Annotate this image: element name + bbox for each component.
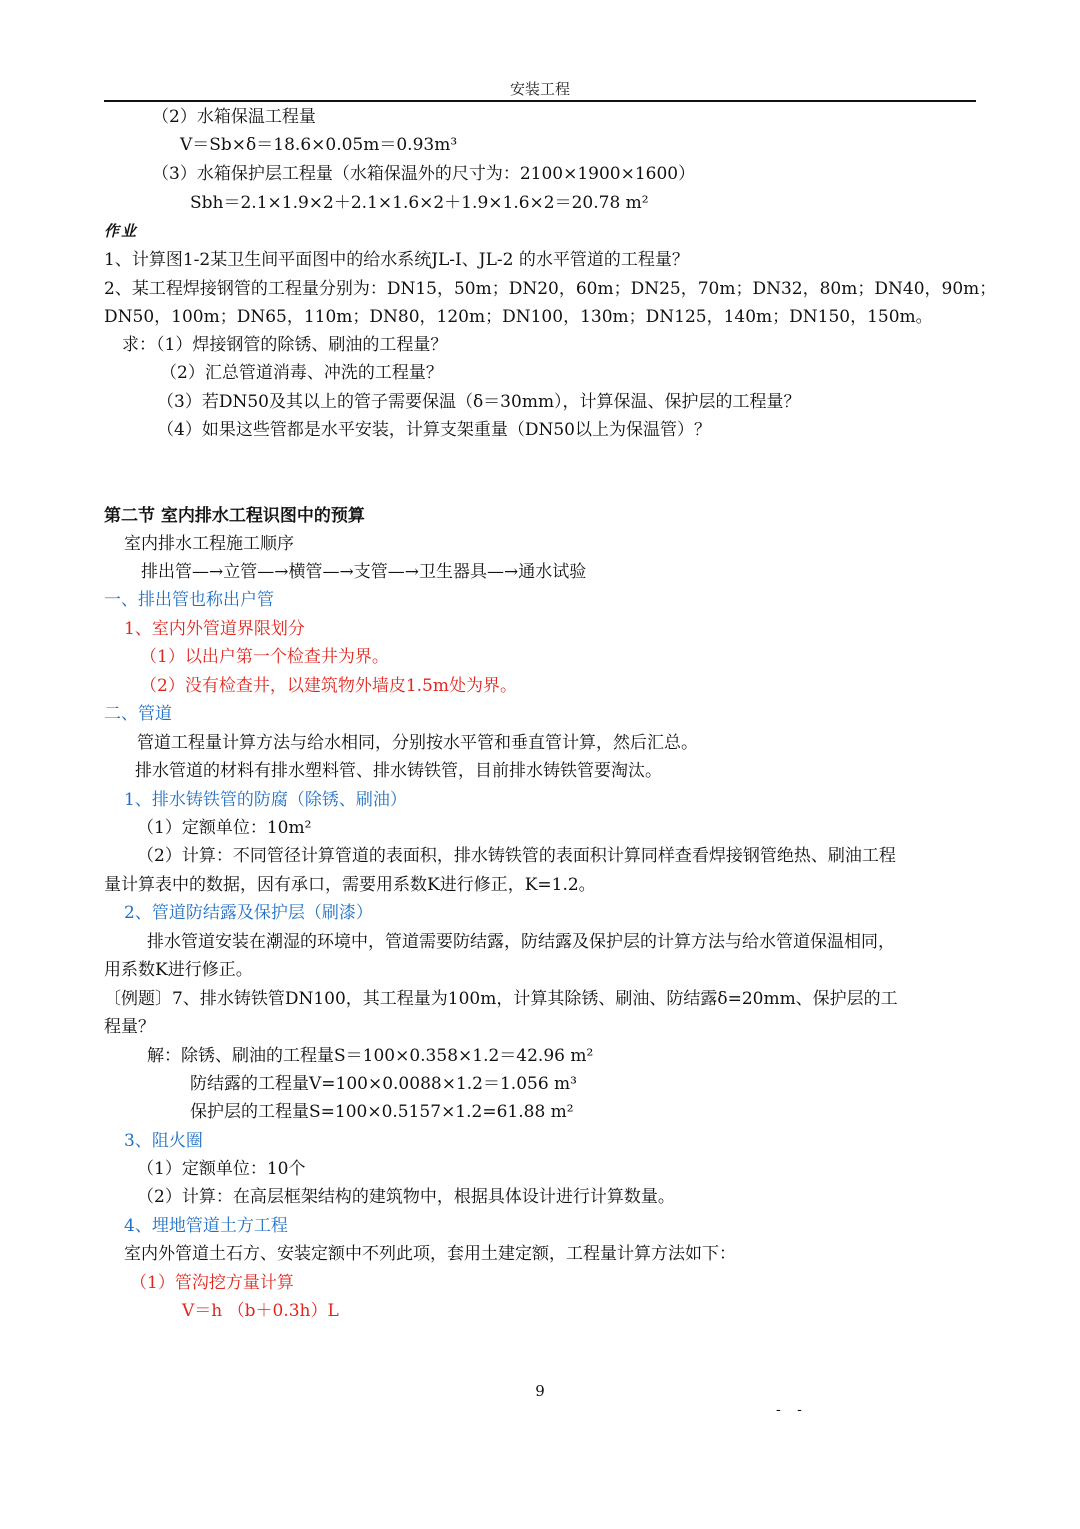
text-line: 1、计算图1-2某卫生间平面图中的给水系统JL-I、JL-2 的水平管道的工程量？ <box>104 250 689 270</box>
text-line: （1）定额单位：10个 <box>137 1159 306 1179</box>
corner-mark: - - <box>776 1402 808 1418</box>
text-line: 1、室内外管道界限划分 <box>124 619 305 639</box>
text-line: 2、某工程焊接钢管的工程量分别为：DN15，50m；DN20，60m；DN25，70m；DN32，80m；DN40，90m； <box>104 279 997 299</box>
text-line: 防结露的工程量V=100×0.0088×1.2＝1.056 m³ <box>190 1074 577 1094</box>
text-line: V＝h （b＋0.3h）L <box>182 1301 339 1321</box>
text-line: DN50，100m；DN65，110m；DN80，120m；DN100，130m；DN125，140m；DN150，150m。 <box>104 307 933 327</box>
text-line: 1、排水铸铁管的防腐（除锈、刷油） <box>124 790 407 810</box>
text-line: 3、阻火圈 <box>124 1131 203 1151</box>
text-line: 用系数K进行修正。 <box>104 960 253 980</box>
text-line: 〔例题〕7、排水铸铁管DN100，其工程量为100m，计算其除锈、刷油、防结露δ=20mm、保护层的工 <box>104 989 898 1009</box>
text-line: 4、埋地管道土方工程 <box>124 1216 288 1236</box>
page-number: 9 <box>535 1382 545 1400</box>
text-line: （3）水箱保护层工程量（水箱保温外的尺寸为：2100×1900×1600） <box>152 164 696 184</box>
text-line: （2）计算：不同管径计算管道的表面积，排水铸铁管的表面积计算同样查看焊接钢管绝热、刷油工程 <box>137 846 896 866</box>
text-line: 排出管—→立管—→横管—→支管—→卫生器具—→通水试验 <box>141 562 587 582</box>
text-line: （3）若DN50及其以上的管子需要保温（δ＝30mm），计算保温、保护层的工程量？ <box>157 392 801 412</box>
text-line: 保护层的工程量S=100×0.5157×1.2=61.88 m² <box>190 1102 574 1122</box>
text-line: 程量？ <box>104 1017 155 1037</box>
text-line: 第二节 室内排水工程识图中的预算 <box>104 506 365 526</box>
text-line: 排水管道安装在潮湿的环境中，管道需要防结露，防结露及保护层的计算方法与给水管道保温相同， <box>147 932 895 952</box>
header-rule <box>104 100 976 102</box>
text-line: （1）定额单位：10m² <box>137 818 312 838</box>
text-line: （4）如果这些管都是水平安装，计算支架重量（DN50以上为保温管）？ <box>157 420 711 440</box>
text-line: 作业 <box>104 222 139 240</box>
text-line: 求：（1）焊接钢管的除锈、刷油的工程量？ <box>122 335 448 355</box>
text-line: 室内排水工程施工顺序 <box>124 534 294 554</box>
text-line: （1）以出户第一个检查井为界。 <box>140 647 389 667</box>
text-line: （2）水箱保温工程量 <box>152 107 316 127</box>
text-line: 二、管道 <box>104 704 172 724</box>
text-line: （2）没有检查井，以建筑物外墙皮1.5m处为界。 <box>140 676 517 696</box>
text-line: 一、排出管也称出户管 <box>104 590 274 610</box>
text-line: 量计算表中的数据，因有承口，需要用系数K进行修正，K=1.2。 <box>104 875 596 895</box>
text-line: 解：除锈、刷油的工程量S＝100×0.358×1.2＝42.96 m² <box>147 1046 594 1066</box>
page-header: 安装工程 <box>509 80 570 98</box>
text-line: （2）汇总管道消毒、冲洗的工程量？ <box>160 363 443 383</box>
text-line: V＝Sb×δ＝18.6×0.05m＝0.93m³ <box>180 135 458 155</box>
text-line: （2）计算：在高层框架结构的建筑物中，根据具体设计进行计算数量。 <box>137 1187 675 1207</box>
text-line: Sbh＝2.1×1.9×2＋2.1×1.6×2＋1.9×1.6×2＝20.78 m² <box>190 193 649 213</box>
text-line: 室内外管道土石方、安装定额中不列此项，套用土建定额，工程量计算方法如下： <box>124 1244 736 1264</box>
text-line: （1）管沟挖方量计算 <box>130 1273 294 1293</box>
text-line: 排水管道的材料有排水塑料管、排水铸铁管，目前排水铸铁管要淘汰。 <box>135 761 662 781</box>
text-line: 管道工程量计算方法与给水相同，分别按水平管和垂直管计算，然后汇总。 <box>137 733 698 753</box>
text-line: 2、管道防结露及保护层（刷漆） <box>124 903 373 923</box>
